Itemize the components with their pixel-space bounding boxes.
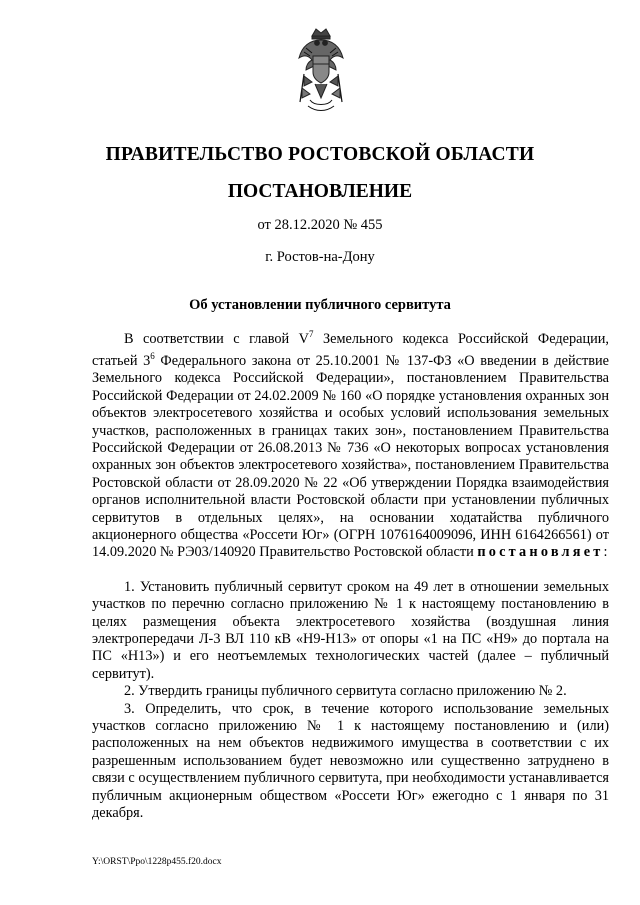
organization-title: ПРАВИТЕЛЬСТВО РОСТОВСКОЙ ОБЛАСТИ [105,144,535,165]
document-type: ПОСТАНОВЛЕНИЕ [227,181,413,202]
decree-word: постановляет [477,544,604,561]
item-3: 3. Определить, что срок, в течение которого использование земельных участков согласно приложению № 1 к настоящему постановлению и (или) расположенных на нем объектов недвижимого имущества в соответствии с их разрешенным использованием будет невозможно или существенно затруднено в связи с осуществлением публичного сервитута, при необходимости устанавливается публичным акционерным обществом «Россети Юг» ежегодно с 1 января по 31 декабря. [92,700,609,822]
document-body [92,326,609,823]
city: г. Ростов-на-Дону [265,249,375,265]
file-path-footer: Y:\ORST\Ppo\1228p455.f20.docx [92,857,222,867]
date-number: от 28.12.2020 № 455 [257,217,383,233]
item-1: 1. Установить публичный сервитут сроком на 49 лет в отношении земельных участков по перечню согласно приложению № 1 к настоящему постановлению в целях размещения объекта электросетевого хозяйства (воздушная линия электропередачи Л-3 ВЛ 110 кВ «Н9-Н13» от опоры «1 на ПС «Н9» до портала на ПС «Н13») и его неотъемлемых технологических частей (далее – публичный сервитут). [92,578,609,682]
item-2: 2. Утвердить границы публичного сервитута согласно приложению № 2. [124,683,567,700]
preamble-paragraph: В соответствии с главой $V^7$ Земельного кодекса Российской Федерации, статьей $3^6$ Федерального закона от 25.10.2001 № 137-ФЗ «О введении в действие Земельного кодекса Российской Федерации», постановлением Правительства Российской Федерации от 24.02.2009 № 160 «О порядке установления охранных зон объектов электросетевого хозяйства и особых условий использования земельных участков, расположенных в границах таких зон», постановлением Правительства Российской Федерации от 26.08.2013 № 736 «О некоторых вопросах установления охранных зон объектов электросетевого хозяйства», постановлением Правительства Ростовской области от 28.09.2020 № 22 «Об утверждении Порядка взаимодействия органов исполнительной власти Ростовской области при установлении публичных сервитутов в отдельных целях», на основании ходатайства публичного акционерного общества «Россети Юг» (ОГРН 1076164009096, ИНН 6164266561) от 14.09.2020 № РЭ03/140920 Правительство Ростовской области постановляет: [92,329,610,561]
coat-of-arms-icon [296,26,346,114]
subject-heading: Об установлении публичного сервитута [189,297,451,313]
